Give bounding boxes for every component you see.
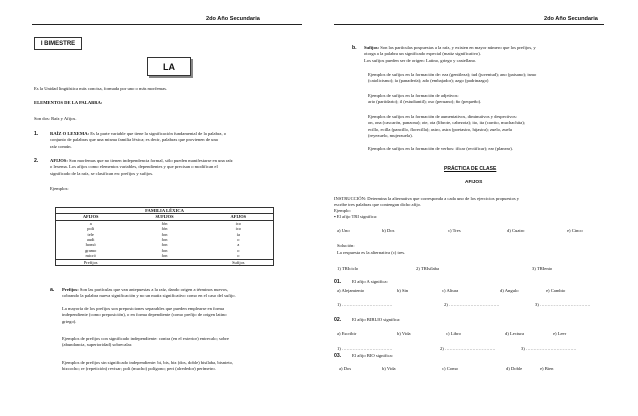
instruccion-text: INSTRUCCIÓN: Determina la alternativa que corresponda a cada uno de los ejercicios propuestos y escribe tres palabras que contengan dicho afijo. xyxy=(334,196,520,208)
raiz-number: 1. xyxy=(34,131,39,137)
option: e) Bien xyxy=(540,366,554,371)
ejemplo-label: Ejemplo: xyxy=(334,208,351,213)
question-number: 01. xyxy=(334,279,342,285)
option: c) Libro xyxy=(446,331,461,336)
table-row: audi fon o xyxy=(86,237,240,243)
answer-blank: 1) …………………………… xyxy=(337,346,393,351)
option: a) Escribir xyxy=(337,331,357,336)
familia-lexica-table xyxy=(55,207,274,266)
ejemplo-bullet: ▪ El afijo TRI significa: xyxy=(334,214,378,219)
bimestre-label: I BIMESTRE xyxy=(34,37,82,50)
table-row: poli fón ico xyxy=(87,226,241,232)
answer-blank: 2) …………………………… xyxy=(440,346,496,351)
option: c) Tres xyxy=(448,228,461,233)
sufijos-ejemplo-2: Ejemplos de sufijos en la formación de adjetivos: ario (partidario); il (estudiantil); oso (peruano); ño (pequeño). xyxy=(368,93,482,105)
afijos-label: AFIJOS: xyxy=(50,158,68,163)
afijos-number: 2. xyxy=(34,158,39,164)
sufijos-ejemplo-3: Ejemplos de sufijos en la formación de aumentativos, diminutivos y despectivos: on, ona (cascarón, panzona); ote, ota (librote, cabezota); ito, ita (carrito, muchachita); ecillo, ecilla (pancillo, florecilla); astro, astra (poetastro, hijastra); zuelo, zuela (reyezuelo, mujerzuela). xyxy=(368,114,526,138)
page-title: LA xyxy=(147,57,191,76)
elements-heading: ELEMENTOS DE LA PALABRA: xyxy=(34,100,103,105)
option: b) Dos xyxy=(382,228,395,233)
prefijos-para-2: La mayoría de los prefijos son preposiciones separables que pueden emplearse en forma independiente (como preposición), o en forma dependiente (como prefijo de origen latino griego). xyxy=(62,306,227,324)
option: d) Cuatro xyxy=(507,228,525,233)
option: d) Lectura xyxy=(505,331,525,336)
raiz-definition: RAÍZ O LEXEMA: Es la parte variable que tiene la significación fundamental de la palabra, o conjunto de palabras que una misma familia léxica; es decir, palabras que provienen de una raíz común. xyxy=(50,131,227,149)
option: b) Sin xyxy=(397,288,409,293)
prefijos-para-3: Ejemplos de prefijos con significado independiente: contra (en el exterior) entrecalo; sobre (abundancia, superioridad) sobrecalar. xyxy=(62,336,229,348)
option: c) Altura xyxy=(442,288,459,293)
question-text: El afijo A significa: xyxy=(352,279,388,284)
question-text: El afijo BIO significa: xyxy=(352,353,393,358)
option: e) Leer xyxy=(553,331,567,336)
solucion-label: Solución: xyxy=(337,243,355,248)
respuesta-text: La respuesta es la alternativa (c) tres. xyxy=(337,250,406,255)
header-rule xyxy=(334,24,604,25)
elements-intro: Son dos: Raíz y Afijos. xyxy=(34,116,77,121)
practica-subheading: AFIJOS xyxy=(465,180,483,185)
question-text: El afijo BIBLIO significa: xyxy=(352,317,401,322)
table-row: homó fon a xyxy=(85,242,240,248)
raiz-label: RAÍZ O LEXEMA: xyxy=(50,131,90,136)
prefijos-definition: Prefijos: Son las partículas que van antepuestas a la raíz, dando origen a términos nuevos, cobrando la palabra nueva significación y no un matiz significativo como en el caso del sufijo. xyxy=(62,287,236,299)
prefijos-para-4: Ejemplos de prefijos sin significado independiente: bi, bis, biz (dos, doble) bisílaba, bisnieto, bizcocho; re (repetición) revisar; poli (mucho) polígono; peri (alrededor) perímetro. xyxy=(62,360,234,372)
answer-blank: 3) …………………………… xyxy=(521,346,577,351)
answer-blank: 2) …………………………… xyxy=(444,302,500,307)
option: b) Vida xyxy=(382,366,396,371)
table-row: gramo fon o xyxy=(85,247,240,253)
option: d) Doble xyxy=(506,366,523,371)
table-caption: FAMILIA LÉXICA xyxy=(56,208,274,214)
option: b) Vida xyxy=(397,331,411,336)
table-row: a fón ico xyxy=(89,220,241,226)
ejemplos-label: Ejemplos: xyxy=(50,186,69,191)
sufijos-ejemplo-1: Ejemplos de sufijos en la formación de: eza (gentileza); tud (juventud); ano (paisano); ismo (catolicismo); ía (panadería); ado (embajador); azgo (padrinazgo) xyxy=(368,72,537,84)
running-head-left: 2do Año Secundaria xyxy=(206,16,260,22)
table-row: tele fon ía xyxy=(87,231,240,237)
sufijos-ejemplo-4: Ejemplos de sufijos en la formación de verbos: ificar (rectificar); ear (planear). xyxy=(368,146,513,151)
afijos-definition: AFIJOS: Son morfemas que no tienen independencia formal, sólo pueden manifestarse en una raíz o lexema. Los afijos como elementos variables, dependientes y que precisan o modifican el significado de la raíz, se clasifican en: prefijos y sufijos. xyxy=(50,158,233,176)
option: d) Angulo xyxy=(500,288,519,293)
option: e) Cambio xyxy=(546,288,566,293)
example-word: 1) TRIciclo xyxy=(337,266,359,271)
option: a) Uno xyxy=(337,228,350,233)
option: c) Como xyxy=(442,366,458,371)
sufijos-letter: b. xyxy=(352,45,357,51)
question-number: 02. xyxy=(334,317,342,323)
question-number: 03. xyxy=(334,353,342,359)
table-header: AFIJOS xyxy=(204,214,274,220)
table-row: micró fon o xyxy=(85,253,240,259)
table-header: SUFIJOS xyxy=(125,214,203,220)
answer-blank: 3) …………………………… xyxy=(535,302,591,307)
example-word: 2) TRIsílaba xyxy=(416,266,440,271)
option: a) Alejamiento xyxy=(337,288,365,293)
intro-text: Es la Unidad lingüística más concisa, formada por uno o más morfemas. xyxy=(34,86,168,91)
table-header: AFIJOS xyxy=(56,214,126,220)
header-rule xyxy=(32,24,302,25)
option: a) Dos xyxy=(339,366,352,371)
answer-blank: 1) …………………………… xyxy=(337,302,393,307)
sufijos-definition: Sufijos: Son las partículas pospuestas a la raíz, y existen en mayor número que los prefijos, y otorga a la palabra un significado especial (matiz significativo). Los sufijos pueden ser de origen: Latino, griego y castellano. xyxy=(364,45,536,63)
prefijos-letter: a. xyxy=(50,287,55,293)
table-footer-row: Prefijos Sufijos xyxy=(56,259,274,265)
running-head-right: 2do Año Secundaria xyxy=(544,16,598,22)
option: e) Cinco xyxy=(567,228,583,233)
example-word: 3) TRIenio xyxy=(532,266,553,271)
practica-heading: PRÁCTICA DE CLASE xyxy=(444,166,497,172)
